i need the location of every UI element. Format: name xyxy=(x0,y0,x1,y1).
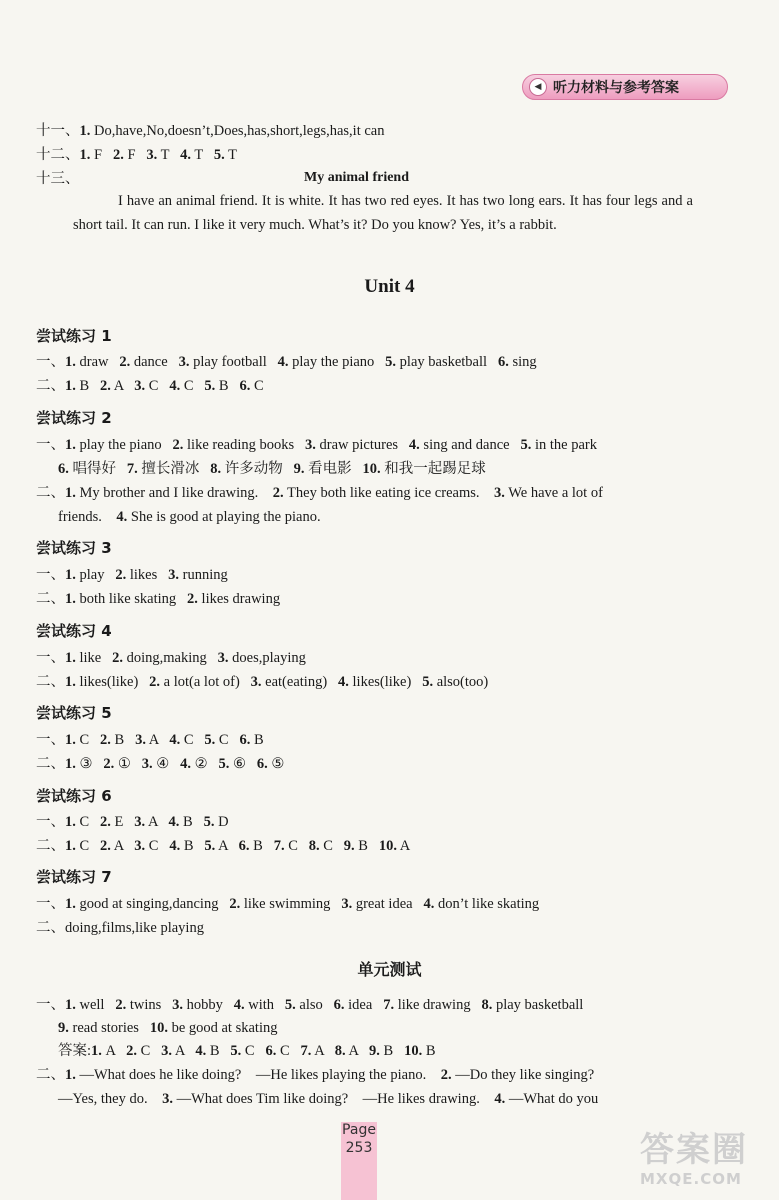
item-number: 4. xyxy=(195,1043,207,1059)
answer-text: running xyxy=(178,567,228,583)
unit-test-title: 单元测试 xyxy=(357,960,422,979)
item-number: 1. xyxy=(65,838,76,854)
item-number: 1. xyxy=(65,378,76,394)
item-number: 2. xyxy=(112,650,123,666)
watermark-logo-text: 答案圈 xyxy=(640,1130,748,1170)
story-title: My animal friend xyxy=(304,170,409,185)
item-number: 2. xyxy=(440,1067,452,1083)
answer-text: B xyxy=(180,838,205,854)
answer-text: —Do they like singing? xyxy=(451,1067,595,1083)
answer-text: 二、 xyxy=(36,485,65,501)
item-number: 9. xyxy=(369,1043,380,1059)
item-number: 2. xyxy=(112,147,124,163)
item-number: 2. xyxy=(100,378,111,394)
item-number: 5. xyxy=(218,756,230,772)
answer-text: B xyxy=(354,838,379,854)
answer-text: 看电影 xyxy=(304,461,363,477)
item-number: 9. xyxy=(343,838,355,854)
answer-text: B xyxy=(422,1043,436,1059)
item-number: 4. xyxy=(180,147,191,163)
item-number: 2. xyxy=(187,591,198,607)
answer-text: eat(eating) xyxy=(261,674,339,690)
answer-text: C xyxy=(136,1043,162,1059)
item-number: 1. xyxy=(65,437,76,453)
answer-text: —What does Tim like doing? —He likes drawing. xyxy=(172,1091,495,1107)
answer-text: twins xyxy=(126,997,173,1013)
answer-text: ③ xyxy=(75,756,104,772)
item-number: 1. xyxy=(65,814,76,830)
answer-text: hobby xyxy=(183,997,234,1013)
item-number: 7. xyxy=(126,461,138,477)
answer-line xyxy=(58,1019,277,1037)
answer-text: 一、 xyxy=(36,650,65,666)
answer-line xyxy=(58,1042,435,1060)
item-number: 5. xyxy=(204,838,216,854)
answer-text: in the park xyxy=(531,437,597,453)
section-title: 尝试练习 7 xyxy=(36,868,112,886)
item-number: 10. xyxy=(404,1043,423,1059)
answer-text: —Yes, they do. xyxy=(58,1091,163,1107)
item-number: 4. xyxy=(277,354,289,370)
item-number: 5. xyxy=(204,732,216,748)
item-number: 6. xyxy=(333,997,345,1013)
item-number: 1. xyxy=(65,674,76,690)
item-number: 3. xyxy=(146,147,158,163)
answer-text: C xyxy=(75,838,101,854)
answer-text: ④ xyxy=(152,756,181,772)
answer-text: T xyxy=(191,147,214,163)
answer-text: A xyxy=(145,732,170,748)
item-number: 10. xyxy=(378,838,397,854)
answer-text: A xyxy=(110,838,135,854)
item-number: 3. xyxy=(341,896,353,912)
item-number: 1. xyxy=(65,567,76,583)
item-number: 4. xyxy=(494,1091,506,1107)
answer-text: great idea xyxy=(352,896,424,912)
answer-text: A xyxy=(311,1043,335,1059)
item-number: 3. xyxy=(305,437,316,453)
item-number: 2. xyxy=(272,485,284,501)
section-title: 尝试练习 1 xyxy=(36,327,112,345)
answer-text: also(too) xyxy=(433,674,489,690)
answer-text: A xyxy=(101,1043,127,1059)
item-number: 4. xyxy=(169,378,181,394)
answer-text: C xyxy=(250,378,264,394)
item-number: 1. xyxy=(65,485,76,501)
answer-line xyxy=(36,649,306,667)
answer-text: E xyxy=(110,814,135,830)
watermark-logo xyxy=(640,1130,770,1192)
answer-line-13-label: 十三、 xyxy=(36,171,80,187)
answer-line xyxy=(36,590,280,608)
answer-text: We have a lot of xyxy=(504,485,603,501)
item-number: 5. xyxy=(422,674,434,690)
item-number: 2. xyxy=(100,732,111,748)
item-number: 1. xyxy=(79,147,91,163)
item-number: 6. xyxy=(239,732,251,748)
answer-text: play basketball xyxy=(492,997,584,1013)
page-label: Page xyxy=(342,1122,376,1138)
answer-line xyxy=(36,813,229,831)
item-number: 1. xyxy=(65,997,76,1013)
item-number: 2. xyxy=(100,814,111,830)
answer-text: 二、 xyxy=(36,591,65,607)
answer-text: likes drawing xyxy=(197,591,281,607)
item-number: 7. xyxy=(383,997,395,1013)
item-number: 4. xyxy=(116,509,128,525)
item-number: 3. xyxy=(134,814,146,830)
answer-text: likes xyxy=(126,567,169,583)
answer-text: does,playing xyxy=(228,650,306,666)
answer-text: 十二、 xyxy=(36,147,80,163)
item-number: 1. xyxy=(65,650,76,666)
answer-line xyxy=(36,755,284,773)
answer-text: C xyxy=(180,732,205,748)
answer-text: C xyxy=(241,1043,266,1059)
answer-text: ⑥ xyxy=(229,756,257,772)
section-title: 尝试练习 6 xyxy=(36,787,112,805)
answer-text: like drawing xyxy=(394,997,482,1013)
answer-line-11 xyxy=(36,122,384,140)
header-tab xyxy=(522,74,728,100)
answer-text: C xyxy=(75,732,101,748)
answer-text: like reading books xyxy=(183,437,306,453)
answer-text: ① xyxy=(114,756,142,772)
header-tab-label: 听力材料与参考答案 xyxy=(553,80,679,96)
answer-text: T xyxy=(157,147,181,163)
item-number: 7. xyxy=(273,838,285,854)
answer-line xyxy=(36,566,228,584)
unit-title: Unit 4 xyxy=(364,276,415,297)
item-number: 2. xyxy=(119,354,131,370)
item-number: 8. xyxy=(334,1043,346,1059)
answer-text: 十一、 xyxy=(36,123,80,139)
answer-text: 一、 xyxy=(36,567,65,583)
answer-text: C xyxy=(319,838,344,854)
item-number: 8. xyxy=(210,461,222,477)
item-number: 2. xyxy=(126,1043,137,1059)
item-number: 4. xyxy=(338,674,349,690)
page-number: 253 xyxy=(345,1140,373,1156)
answer-text: both like skating xyxy=(75,591,188,607)
answer-text: 一、 xyxy=(36,896,65,912)
item-number: 5. xyxy=(204,378,216,394)
item-number: 1. xyxy=(65,732,76,748)
item-number: 1. xyxy=(65,756,76,772)
answer-line xyxy=(36,731,264,749)
answer-text: D xyxy=(214,814,229,830)
answer-text: don’t like skating xyxy=(434,896,540,912)
story-text: I have an animal friend. It is white. It has two red eyes. It has two long ears. It has four legs and a short tail. It can run. I like it very much. What’s it? Do you know? Yes, it’s a rabbit. xyxy=(73,193,693,233)
item-number: 2. xyxy=(115,567,127,583)
item-number: 3. xyxy=(134,378,146,394)
item-number: 2. xyxy=(100,838,111,854)
watermark-url: MXQE.COM xyxy=(640,1170,742,1188)
item-number: 4. xyxy=(423,896,435,912)
item-number: 1. xyxy=(65,896,76,912)
answer-text: with xyxy=(244,997,285,1013)
answer-text: 二、 xyxy=(36,378,65,394)
answer-text: She is good at playing the piano. xyxy=(127,509,321,525)
item-number: 4. xyxy=(169,838,181,854)
item-number: 4. xyxy=(168,814,180,830)
item-number: 3. xyxy=(178,354,190,370)
answer-text: likes(like) xyxy=(348,674,423,690)
item-number: 8. xyxy=(481,997,493,1013)
answer-text: T xyxy=(224,147,237,163)
answer-text: play basketball xyxy=(396,354,498,370)
answer-text: 二、 xyxy=(36,838,65,854)
speaker-icon: ◀ xyxy=(529,78,547,96)
answer-text: They both like eating ice creams. xyxy=(283,485,494,501)
answer-text: friends. xyxy=(58,509,117,525)
item-number: 3. xyxy=(141,756,153,772)
section-title: 尝试练习 5 xyxy=(36,704,112,722)
answer-text: —What do you xyxy=(505,1091,599,1107)
answer-text: B xyxy=(110,732,136,748)
item-number: 4. xyxy=(408,437,420,453)
answer-text: 许多动物 xyxy=(221,461,294,477)
item-number: 1. xyxy=(65,591,76,607)
answer-text: B xyxy=(179,814,204,830)
answer-text: A xyxy=(215,838,239,854)
answer-text: 唱得好 xyxy=(68,461,127,477)
answer-text: 和我一起踢足球 xyxy=(380,461,486,477)
item-number: 2. xyxy=(149,674,161,690)
answer-text: doing,making xyxy=(123,650,218,666)
answer-line xyxy=(36,353,537,371)
item-number: 1. xyxy=(65,1067,76,1083)
answer-text: 一、 xyxy=(36,732,65,748)
answer-text: A xyxy=(345,1043,370,1059)
answer-line xyxy=(36,919,204,937)
answer-line xyxy=(36,1066,594,1084)
item-number: 1. xyxy=(91,1043,102,1059)
item-number: 3. xyxy=(172,997,184,1013)
item-number: 1. xyxy=(65,354,76,370)
answer-text: A xyxy=(145,814,169,830)
answer-text: 二、 xyxy=(36,756,65,772)
answer-text: 答案: xyxy=(58,1043,92,1059)
answer-line xyxy=(58,460,486,478)
item-number: 5. xyxy=(203,814,215,830)
answer-text: play the piano xyxy=(288,354,386,370)
answer-text: C xyxy=(180,378,205,394)
item-number: 3. xyxy=(217,650,229,666)
section-title: 尝试练习 3 xyxy=(36,539,112,557)
answer-text: C xyxy=(215,732,240,748)
answer-text: play the piano xyxy=(75,437,173,453)
answer-text: idea xyxy=(344,997,384,1013)
item-number: 6. xyxy=(239,378,251,394)
answer-text: like swimming xyxy=(240,896,342,912)
answer-text: 一、 xyxy=(36,354,65,370)
item-number: 8. xyxy=(308,838,320,854)
answer-text: sing and dance xyxy=(419,437,521,453)
answer-text: also xyxy=(295,997,334,1013)
item-number: 2. xyxy=(103,756,115,772)
item-number: 6. xyxy=(497,354,509,370)
answer-text: 一、 xyxy=(36,437,65,453)
answer-text: My brother and I like drawing. xyxy=(75,485,273,501)
answer-text: ⑤ xyxy=(267,756,285,772)
answer-text: 二、 xyxy=(36,674,65,690)
answer-text: B xyxy=(215,378,240,394)
answer-text: 二、doing,films,like playing xyxy=(36,920,204,936)
item-number: 3. xyxy=(250,674,262,690)
answer-line xyxy=(36,436,597,454)
answer-text: like xyxy=(75,650,113,666)
answer-line xyxy=(58,508,321,526)
answer-text: B xyxy=(249,838,274,854)
item-number: 5. xyxy=(284,997,296,1013)
item-number: 6. xyxy=(238,838,250,854)
item-number: 10. xyxy=(149,1020,168,1036)
item-number: 6. xyxy=(265,1043,277,1059)
answer-text: draw pictures xyxy=(315,437,409,453)
answer-line xyxy=(58,1090,598,1108)
answer-text: 一、 xyxy=(36,814,65,830)
answer-text: C xyxy=(276,1043,301,1059)
answer-text: 二、 xyxy=(36,1067,65,1083)
answer-text: good at singing,dancing xyxy=(75,896,230,912)
answer-text: 擅长滑冰 xyxy=(137,461,211,477)
item-number: 5. xyxy=(230,1043,242,1059)
answer-text: dance xyxy=(130,354,179,370)
item-number: 3. xyxy=(135,732,146,748)
answer-line xyxy=(36,377,264,395)
item-number: 3. xyxy=(162,1091,173,1107)
answer-text: be good at skating xyxy=(167,1020,278,1036)
answer-text: B xyxy=(250,732,264,748)
answer-text: C xyxy=(145,378,170,394)
item-number: 2. xyxy=(229,896,241,912)
answer-text: sing xyxy=(508,354,537,370)
item-number: 10. xyxy=(362,461,381,477)
item-number: 4. xyxy=(180,756,191,772)
item-number: 5. xyxy=(520,437,532,453)
answer-text: draw xyxy=(75,354,120,370)
answer-text: well xyxy=(75,997,116,1013)
answer-line xyxy=(36,484,603,502)
answer-text: likes(like) xyxy=(75,674,150,690)
answer-text: —What does he like doing? —He likes playing the piano. xyxy=(75,1067,441,1083)
answer-line xyxy=(36,673,488,691)
answer-text: read stories xyxy=(68,1020,150,1036)
item-number: 3. xyxy=(494,485,505,501)
answer-text: C xyxy=(75,814,101,830)
item-number: 1. xyxy=(79,123,91,139)
answer-text: B xyxy=(206,1043,231,1059)
item-number: 3. xyxy=(161,1043,172,1059)
item-number: 3. xyxy=(134,838,146,854)
answer-text: a lot(a lot of) xyxy=(160,674,251,690)
item-number: 4. xyxy=(233,997,245,1013)
answer-line xyxy=(36,837,410,855)
answer-text: 一、 xyxy=(36,997,65,1013)
answer-text: B xyxy=(75,378,101,394)
answer-line xyxy=(36,895,539,913)
answer-text: A xyxy=(396,838,411,854)
answer-text: F xyxy=(90,147,113,163)
item-number: 5. xyxy=(385,354,397,370)
item-number: 7. xyxy=(300,1043,312,1059)
item-number: 9. xyxy=(58,1020,69,1036)
answer-text: C xyxy=(145,838,170,854)
item-number: 5. xyxy=(213,147,225,163)
section-title: 尝试练习 4 xyxy=(36,622,112,640)
item-number: 4. xyxy=(169,732,181,748)
item-number: 2. xyxy=(115,997,127,1013)
item-number: 9. xyxy=(293,461,305,477)
item-number: 3. xyxy=(168,567,179,583)
item-number: 6. xyxy=(58,461,69,477)
answer-line xyxy=(36,996,583,1014)
answer-text: B xyxy=(379,1043,405,1059)
item-number: 2. xyxy=(172,437,184,453)
answer-line-12 xyxy=(36,146,237,164)
answer-text: play xyxy=(75,567,116,583)
answer-text: A xyxy=(172,1043,196,1059)
answer-text: play football xyxy=(189,354,278,370)
item-number: 6. xyxy=(256,756,268,772)
answer-text: Do,have,No,doesn’t,Does,has,short,legs,has,it can xyxy=(90,123,385,139)
answer-text: C xyxy=(284,838,309,854)
answer-text: ② xyxy=(191,756,219,772)
section-title: 尝试练习 2 xyxy=(36,409,112,427)
answer-text: A xyxy=(110,378,135,394)
answer-text: F xyxy=(123,147,147,163)
